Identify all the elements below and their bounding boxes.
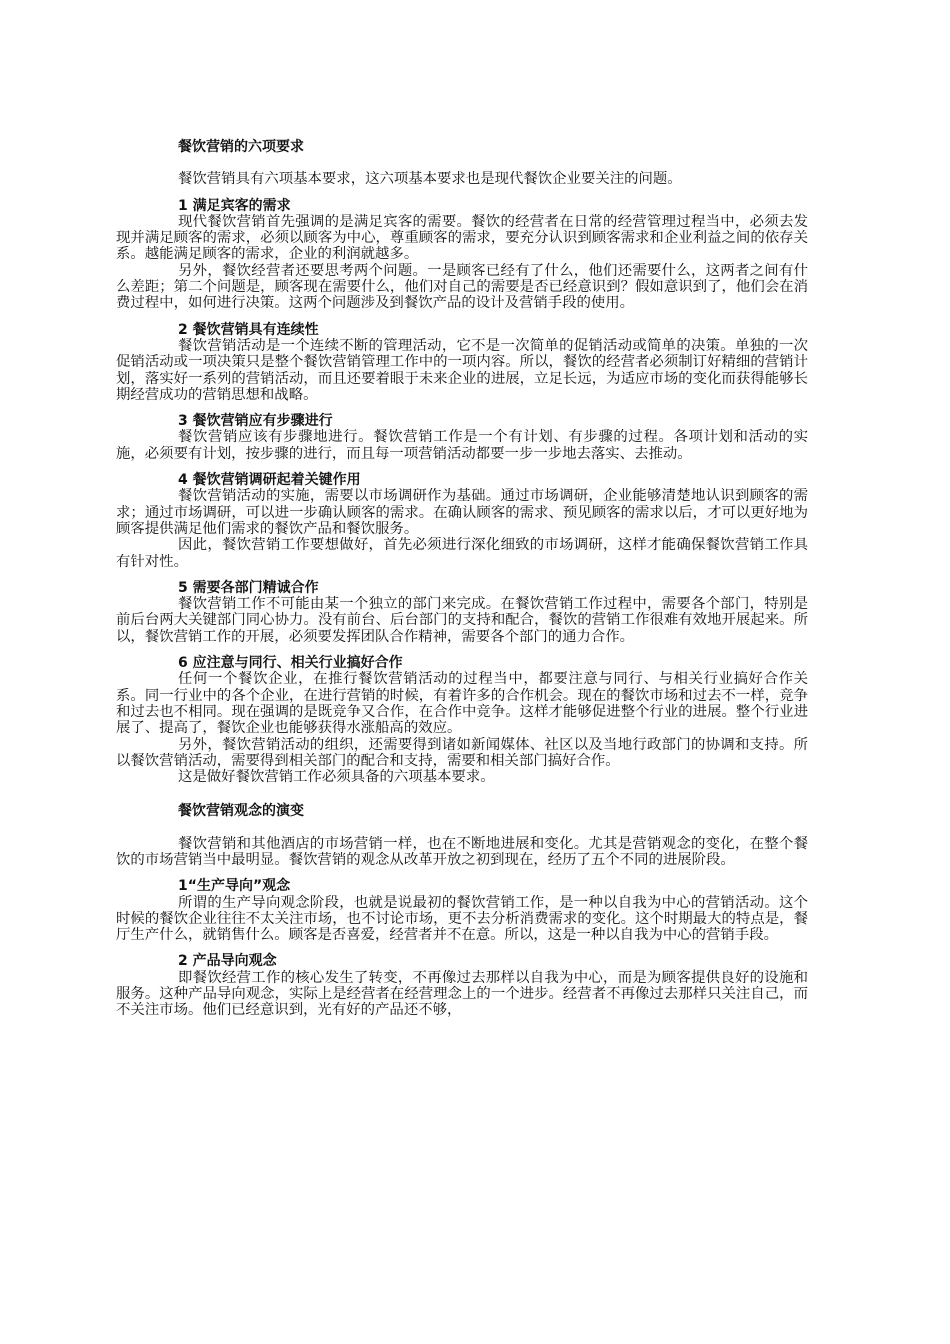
paragraph: 现代餐饮营销首先强调的是满足宾客的需要。餐饮的经营者在日常的经营管理过程当中，必须去发现并满足顾客的需求，必须以顾客为中心，尊重顾客的需求，要充分认识到顾客需求和企业利益之间的依存关系。越能满足顾客的需求，企业的利润就越多。 [116,213,808,263]
paragraph: 另外，餐饮营销活动的组织，还需要得到诸如新闻媒体、社区以及当地行政部门的协调和支持。所以餐饮营销活动，需要得到相关部门的配合和支持，需要和相关部门搞好合作。 [116,736,808,769]
section-title: 餐饮营销观念的演变 [178,803,304,820]
section-concept-evolution [116,803,808,1018]
requirement-5 [116,580,808,645]
section-intro: 餐饮营销和其他酒店的市场营销一样，也在不断地进展和变化。尤其是营销观念的变化，在整个餐饮的市场营销当中最明显。餐饮营销的观念从改革开放之初到现在，经历了五个不同的进展阶段。 [116,835,808,868]
section-intro: 餐饮营销具有六项基本要求，这六项基本要求也是现代餐饮企业要关注的问题。 [178,171,682,188]
section-six-requirements [116,139,808,785]
paragraph: 餐饮营销活动的实施，需要以市场调研作为基础。通过市场调研，企业能够清楚地认识到顾客的需求；通过市场调研，可以进一步确认顾客的需求。在确认顾客的需求、预见顾客的需求以后，才可以更好地为顾客提供满足他们需求的餐饮产品和餐饮服务。 [116,488,808,537]
document-page [116,139,808,1019]
requirement-4 [116,472,808,570]
paragraph: 这是做好餐饮营销工作必须具备的六项基本要求。 [178,769,495,786]
subsection-heading: 4 餐饮营销调研起着关键作用 [178,472,361,489]
subsection-heading: 2 餐饮营销具有连续性 [178,321,319,338]
requirement-2 [116,322,808,403]
requirement-6 [116,655,808,785]
requirement-3 [116,413,808,462]
subsection-heading: 6 应注意与同行、相关行业搞好合作 [178,655,403,672]
subsection-heading: 3 餐饮营销应有步骤进行 [178,413,333,430]
requirement-1 [116,198,808,312]
paragraph: 另外，餐饮经营者还要思考两个问题。一是顾客已经有了什么，他们还需要什么，这两者之间有什么差距；第二个问题是，顾客现在需要什么，他们对自己的需要是否已经意识到？假如意识到了，他们会在消费过程中，如何进行决策。这两个问题涉及到餐饮产品的设计及营销手段的使用。 [116,262,808,312]
concept-1 [116,878,808,943]
paragraph: 餐饮营销工作不可能由某一个独立的部门来完成。在餐饮营销工作过程中，需要各个部门，特别是前后台两大关键部门同心协力。没有前台、后台部门的支持和配合，餐饮的营销工作很难有效地开展起来。所以，餐饮营销工作的开展，必须要发挥团队合作精神，需要各个部门的通力合作。 [116,596,808,645]
subsection-heading: 1 满足宾客的需求 [178,197,291,214]
paragraph: 餐饮营销应该有步骤地进行。餐饮营销工作是一个有计划、有步骤的过程。各项计划和活动的实施，必须要有计划，按步骤的进行，而且每一项营销活动都要一步一步地去落实、去推动。 [116,429,808,462]
subsection-heading: 2 产品导向观念 [178,953,277,970]
section-title: 餐饮营销的六项要求 [178,139,304,155]
subsection-heading: 5 需要各部门精诚合作 [178,579,319,596]
subsection-heading: 1“生产导向”观念 [178,878,291,895]
paragraph: 任何一个餐饮企业，在推行餐饮营销活动的过程当中，都要注意与同行、与相关行业搞好合作关系。同一行业中的各个企业，在进行营销的时候，有着许多的合作机会。现在的餐饮市场和过去不一样，竞争和过去也不相同。现在强调的是既竞争又合作，在合作中竞争。这样才能够促进整个行业的进展。整个行业进展了、提高了，餐饮企业也能够获得水涨船高的效应。 [116,671,808,737]
paragraph: 所谓的生产导向观念阶段，也就是说最初的餐饮营销工作，是一种以自我为中心的营销活动。这个时候的餐饮企业往往不太关注市场，也不讨论市场，更不去分析消费需求的变化。这个时期最大的特点是，餐厅生产什么，就销售什么。顾客是否喜爱，经营者并不在意。所以，这是一种以自我为中心的营销手段。 [116,894,808,944]
paragraph: 即餐饮经营工作的核心发生了转变，不再像过去那样以自我为中心，而是为顾客提供良好的设施和服务。这种产品导向观念，实际上是经营者在经营理念上的一个进步。经营者不再像过去那样只关注自己，而不关注市场。他们已经意识到，光有好的产品还不够， [116,969,808,1019]
paragraph: 因此，餐饮营销工作要想做好，首先必须进行深化细致的市场调研，这样才能确保餐饮营销工作具有针对性。 [116,537,808,570]
concept-2 [116,953,808,1018]
paragraph: 餐饮营销活动是一个连续不断的管理活动，它不是一次简单的促销活动或简单的决策。单独的一次促销活动或一项决策只是整个餐饮营销管理工作中的一项内容。所以，餐饮的经营者必须制订好精细的营销计划，落实好一系列的营销活动，而且还要着眼于未来企业的进展，立足长远，为适应市场的变化而获得能够长期经营成功的营销思想和战略。 [116,337,808,403]
